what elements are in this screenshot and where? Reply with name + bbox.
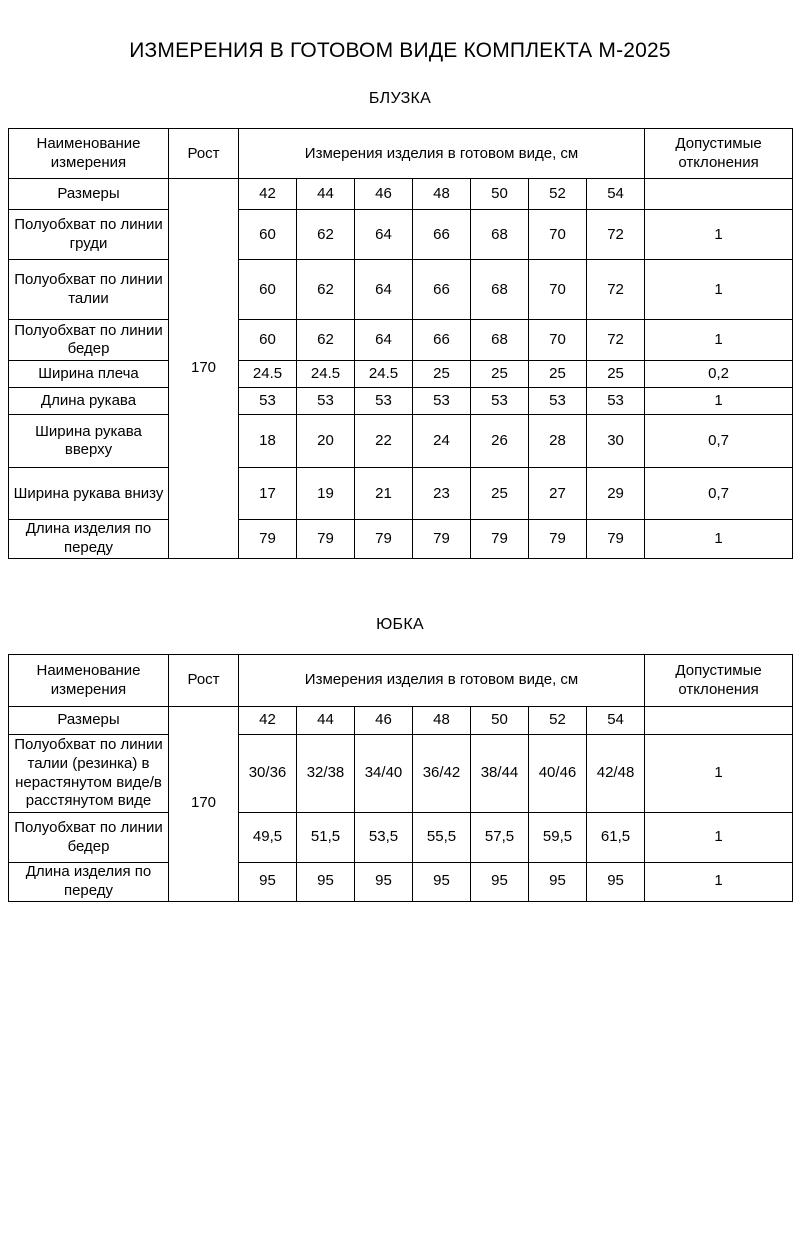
measurement-value-cell: 95 (297, 863, 355, 902)
size-value-cell: 42 (239, 179, 297, 210)
measurement-value-cell: 51,5 (297, 813, 355, 863)
measurement-value-cell: 17 (239, 468, 297, 520)
tolerance-empty-cell (645, 179, 793, 210)
measurement-value-cell: 68 (471, 210, 529, 260)
measurement-label-cell: Ширина рукава вверху (9, 415, 169, 468)
measurement-row (9, 863, 793, 902)
measurement-row (9, 210, 793, 260)
measurement-value-cell: 40/46 (529, 735, 587, 813)
measurement-value-cell: 55,5 (413, 813, 471, 863)
measurement-label-cell: Длина рукава (9, 388, 169, 415)
sizes-row (9, 707, 793, 735)
measurement-row (9, 813, 793, 863)
measurement-value-cell: 24.5 (297, 361, 355, 388)
measurement-row (9, 388, 793, 415)
measurement-label-cell: Полуобхват по линии бедер (9, 320, 169, 361)
measurement-label-cell: Полуобхват по линии талии (резинка) в нерастянутом виде/в расстянутом виде (9, 735, 169, 813)
measurement-value-cell: 21 (355, 468, 413, 520)
measurement-value-cell: 66 (413, 260, 471, 320)
column-header-name: Наименование измерения (9, 129, 169, 179)
document-page (0, 38, 800, 1238)
table-header-row (9, 655, 793, 707)
tolerance-value-cell: 1 (645, 813, 793, 863)
size-value-cell: 54 (587, 707, 645, 735)
sizes-label-cell: Размеры (9, 179, 169, 210)
height-value-cell: 170 (169, 707, 239, 902)
size-value-cell: 48 (413, 707, 471, 735)
measurement-value-cell: 19 (297, 468, 355, 520)
measurement-value-cell: 25 (413, 361, 471, 388)
size-value-cell: 48 (413, 179, 471, 210)
height-value-cell: 170 (169, 179, 239, 559)
tolerance-value-cell: 1 (645, 320, 793, 361)
measurement-value-cell: 79 (297, 520, 355, 559)
measurement-value-cell: 95 (587, 863, 645, 902)
measurement-value-cell: 61,5 (587, 813, 645, 863)
measurement-value-cell: 49,5 (239, 813, 297, 863)
measurement-value-cell: 53 (239, 388, 297, 415)
size-value-cell: 44 (297, 179, 355, 210)
measurement-row (9, 468, 793, 520)
measurement-row (9, 361, 793, 388)
section-title-skirt: ЮБКА (376, 615, 424, 633)
measurement-value-cell: 70 (529, 260, 587, 320)
measurement-label-cell: Ширина рукава внизу (9, 468, 169, 520)
sizes-label-cell: Размеры (9, 707, 169, 735)
measurement-value-cell: 36/42 (413, 735, 471, 813)
measurement-value-cell: 25 (471, 361, 529, 388)
measurement-value-cell: 62 (297, 320, 355, 361)
measurement-table-skirt (8, 654, 793, 902)
measurement-value-cell: 64 (355, 320, 413, 361)
measurement-value-cell: 27 (529, 468, 587, 520)
measurement-value-cell: 72 (587, 210, 645, 260)
measurement-value-cell: 22 (355, 415, 413, 468)
measurement-value-cell: 70 (529, 320, 587, 361)
measurement-value-cell: 68 (471, 320, 529, 361)
tolerance-value-cell: 1 (645, 863, 793, 902)
measurement-row (9, 320, 793, 361)
measurement-value-cell: 34/40 (355, 735, 413, 813)
measurement-value-cell: 79 (529, 520, 587, 559)
measurement-row (9, 735, 793, 813)
size-value-cell: 50 (471, 707, 529, 735)
measurement-value-cell: 24.5 (239, 361, 297, 388)
measurement-value-cell: 72 (587, 260, 645, 320)
size-value-cell: 46 (355, 179, 413, 210)
tolerance-value-cell: 1 (645, 520, 793, 559)
measurement-value-cell: 59,5 (529, 813, 587, 863)
measurement-value-cell: 53 (355, 388, 413, 415)
measurement-value-cell: 42/48 (587, 735, 645, 813)
size-value-cell: 52 (529, 179, 587, 210)
section-title-blouse: БЛУЗКА (368, 90, 432, 108)
measurement-value-cell: 64 (355, 260, 413, 320)
measurement-value-cell: 79 (355, 520, 413, 559)
measurement-value-cell: 64 (355, 210, 413, 260)
measurement-value-cell: 25 (471, 468, 529, 520)
measurement-value-cell: 53 (529, 388, 587, 415)
measurement-label-cell: Длина изделия по переду (9, 863, 169, 902)
column-header-tolerance: Допустимые отклонения (645, 129, 793, 179)
measurement-value-cell: 20 (297, 415, 355, 468)
measurement-value-cell: 38/44 (471, 735, 529, 813)
measurement-value-cell: 95 (529, 863, 587, 902)
measurement-value-cell: 95 (355, 863, 413, 902)
measurement-value-cell: 95 (471, 863, 529, 902)
size-value-cell: 42 (239, 707, 297, 735)
measurement-value-cell: 79 (239, 520, 297, 559)
column-header-tolerance: Допустимые отклонения (645, 655, 793, 707)
measurement-value-cell: 53,5 (355, 813, 413, 863)
measurement-value-cell: 28 (529, 415, 587, 468)
measurement-value-cell: 25 (587, 361, 645, 388)
measurement-value-cell: 29 (587, 468, 645, 520)
measurement-value-cell: 60 (239, 320, 297, 361)
measurement-value-cell: 79 (413, 520, 471, 559)
measurement-label-cell: Полуобхват по линии талии (9, 260, 169, 320)
measurement-value-cell: 95 (413, 863, 471, 902)
measurement-label-cell: Полуобхват по линии бедер (9, 813, 169, 863)
column-header-height: Рост (169, 655, 239, 707)
measurement-value-cell: 24 (413, 415, 471, 468)
measurement-value-cell: 18 (239, 415, 297, 468)
measurement-value-cell: 79 (587, 520, 645, 559)
size-value-cell: 50 (471, 179, 529, 210)
measurement-value-cell: 53 (297, 388, 355, 415)
measurement-label-cell: Длина изделия по переду (9, 520, 169, 559)
measurement-value-cell: 79 (471, 520, 529, 559)
page-title: ИЗМЕРЕНИЯ В ГОТОВОМ ВИДЕ КОМПЛЕКТА М-2025 (129, 39, 671, 62)
measurement-row (9, 260, 793, 320)
measurement-value-cell: 68 (471, 260, 529, 320)
column-header-name: Наименование измерения (9, 655, 169, 707)
measurement-value-cell: 60 (239, 260, 297, 320)
measurement-value-cell: 25 (529, 361, 587, 388)
table-header-row (9, 129, 793, 179)
column-header-measurements: Измерения изделия в готовом виде, см (239, 129, 645, 179)
size-value-cell: 54 (587, 179, 645, 210)
tolerance-value-cell: 1 (645, 260, 793, 320)
column-header-height: Рост (169, 129, 239, 179)
tolerance-value-cell: 0,2 (645, 361, 793, 388)
measurement-value-cell: 62 (297, 260, 355, 320)
measurement-value-cell: 95 (239, 863, 297, 902)
tolerance-value-cell: 0,7 (645, 415, 793, 468)
measurement-value-cell: 72 (587, 320, 645, 361)
measurement-value-cell: 60 (239, 210, 297, 260)
measurement-value-cell: 30 (587, 415, 645, 468)
measurement-row (9, 415, 793, 468)
tolerance-value-cell: 1 (645, 388, 793, 415)
tolerance-empty-cell (645, 707, 793, 735)
measurement-value-cell: 57,5 (471, 813, 529, 863)
measurement-label-cell: Полуобхват по линии груди (9, 210, 169, 260)
measurement-row (9, 520, 793, 559)
measurement-label-cell: Ширина плеча (9, 361, 169, 388)
size-value-cell: 46 (355, 707, 413, 735)
measurement-value-cell: 62 (297, 210, 355, 260)
measurement-value-cell: 26 (471, 415, 529, 468)
measurement-value-cell: 24.5 (355, 361, 413, 388)
tolerance-value-cell: 1 (645, 210, 793, 260)
measurement-value-cell: 53 (587, 388, 645, 415)
column-header-measurements: Измерения изделия в готовом виде, см (239, 655, 645, 707)
measurement-value-cell: 30/36 (239, 735, 297, 813)
sizes-row (9, 179, 793, 210)
measurement-value-cell: 70 (529, 210, 587, 260)
measurement-value-cell: 23 (413, 468, 471, 520)
measurement-value-cell: 53 (471, 388, 529, 415)
measurement-value-cell: 66 (413, 210, 471, 260)
size-value-cell: 52 (529, 707, 587, 735)
size-value-cell: 44 (297, 707, 355, 735)
measurement-value-cell: 66 (413, 320, 471, 361)
measurement-table-blouse (8, 128, 793, 559)
tolerance-value-cell: 1 (645, 735, 793, 813)
tolerance-value-cell: 0,7 (645, 468, 793, 520)
measurement-value-cell: 53 (413, 388, 471, 415)
measurement-value-cell: 32/38 (297, 735, 355, 813)
